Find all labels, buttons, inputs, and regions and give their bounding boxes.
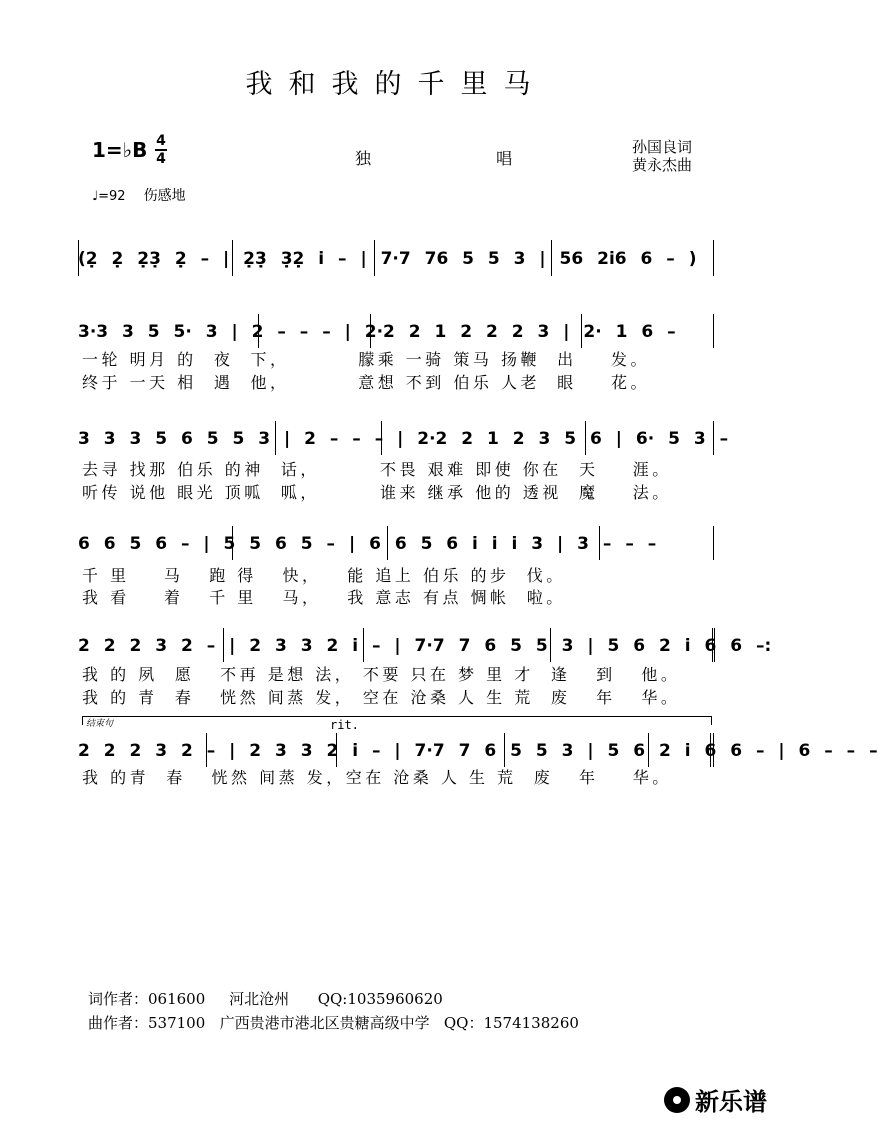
ending-bracket xyxy=(82,716,712,725)
barline xyxy=(374,240,375,276)
composer: 黄永杰曲 xyxy=(632,156,693,174)
expression-mark: 伤感地 xyxy=(143,188,186,204)
barline xyxy=(370,314,371,348)
barline xyxy=(223,628,224,662)
score-row-5 xyxy=(78,632,772,662)
time-signature-top: 4 xyxy=(156,133,166,149)
record-disc-icon xyxy=(664,1087,690,1113)
final-barline xyxy=(710,733,714,767)
barline xyxy=(713,526,714,560)
lyric-line: 我 的 青 春 恍然 间蒸 发， 空在 沧桑 人 生 荒 废 年 华。 xyxy=(82,688,681,707)
song-title: 我和我的千里马 xyxy=(245,69,547,100)
barline xyxy=(363,628,364,662)
lyricist: 孙国良词 xyxy=(632,138,693,156)
score-row-2 xyxy=(78,318,718,348)
lyric-line: 听传 说他 眼光 顶呱 呱， 谁来 继承 他的 透视 魔 法。 xyxy=(82,483,672,502)
notes: 3·3 3 5 5· 3 | 2 – – – | 2·2 2 1 2 2 2 3 | 2· 1 6 – xyxy=(78,322,676,342)
barline xyxy=(78,240,79,276)
barline xyxy=(713,240,714,276)
notes: 2 2 2 3 2 – | 2 3 3 2 i – | 7·7 7 6 5 5 3 | 5 6 2 i 6 6 –: xyxy=(78,636,772,656)
score-row-4 xyxy=(78,530,718,560)
lyric-line: 去寻 找那 伯乐 的神 话， 不畏 艰难 即使 你在 天 涯。 xyxy=(82,460,672,479)
barline xyxy=(275,421,276,455)
barline xyxy=(387,526,388,560)
barline xyxy=(599,526,600,560)
lyric-line: 我 看 着 千 里 马， 我 意志 有点 惆帐 啦。 xyxy=(82,588,566,607)
brand-name: 新乐谱 xyxy=(695,1088,767,1116)
score-row-3 xyxy=(78,425,729,455)
ritardando-mark: rit. xyxy=(330,718,359,732)
barline xyxy=(206,733,207,767)
lyric-line: 我 的 夙 愿 不再 是想 法， 不要 只在 梦 里 才 逢 到 他。 xyxy=(82,665,681,684)
barline xyxy=(381,421,382,455)
barline xyxy=(258,314,259,348)
repeat-barline xyxy=(712,628,715,662)
lyric-line: 千 里 马 跑 得 快， 能 追上 伯乐 的步 伐。 xyxy=(82,566,566,585)
barline xyxy=(336,733,337,767)
barline xyxy=(232,240,233,276)
notes: 3 3 3 5 6 5 5 3 | 2 – – – | 2·2 2 1 2 3 5 6 | 6· 5 3 – xyxy=(78,429,729,449)
ending-label: 结束句 xyxy=(86,719,114,729)
lyric-line: 我 的青 春 恍然 间蒸 发，空在 沧桑 人 生 荒 废 年 华。 xyxy=(82,768,672,787)
score-row-6 xyxy=(78,737,878,767)
notes: 6 6 5 6 – | 5 5 6 5 – | 6 6 5 6 i i i 3 | 3 – – – xyxy=(78,534,657,554)
performance-type: 独 唱 xyxy=(355,149,573,168)
barline xyxy=(585,421,586,455)
notes: 2 2 2 3 2 – | 2 3 3 2 i – | 7·7 7 6 5 5 3 | 5 6 2 i 6 6 – | 6 – – – xyxy=(78,741,878,761)
credits xyxy=(632,138,692,174)
footer-lyricist: 词作者：061600 河北沧州 QQ:1035960620 xyxy=(88,990,443,1008)
barline xyxy=(550,628,551,662)
barline xyxy=(232,526,233,560)
time-signature xyxy=(155,134,167,166)
lyric-line: 一轮 明月 的 夜 下， 朦乘 一骑 策马 扬鞭 出 发。 xyxy=(82,350,650,369)
lyric-line: 终于 一天 相 遇 他， 意想 不到 伯乐 人老 眼 花。 xyxy=(82,373,650,392)
brand-watermark xyxy=(664,1082,767,1117)
barline xyxy=(581,314,582,348)
barline xyxy=(713,421,714,455)
key-signature: 1=♭B xyxy=(92,138,148,162)
barline xyxy=(713,314,714,348)
tempo-bpm: ♩=92 xyxy=(92,189,126,204)
barline xyxy=(551,240,552,276)
score-row-1 xyxy=(78,245,718,275)
barline xyxy=(648,733,649,767)
tempo-marking xyxy=(92,185,186,205)
footer-composer: 曲作者：537100 广西贵港市港北区贵糖高级中学 QQ：1574138260 xyxy=(88,1014,579,1032)
barline xyxy=(504,733,505,767)
notes: (2̣ 2̣ 2̣3̣ 2̣ – | 2̣3̣ 3̣2̣ i̇ – | 7·7 76 5 5 3 | 56 2i6 6 – ) xyxy=(78,249,697,269)
time-signature-bottom: 4 xyxy=(156,151,166,167)
